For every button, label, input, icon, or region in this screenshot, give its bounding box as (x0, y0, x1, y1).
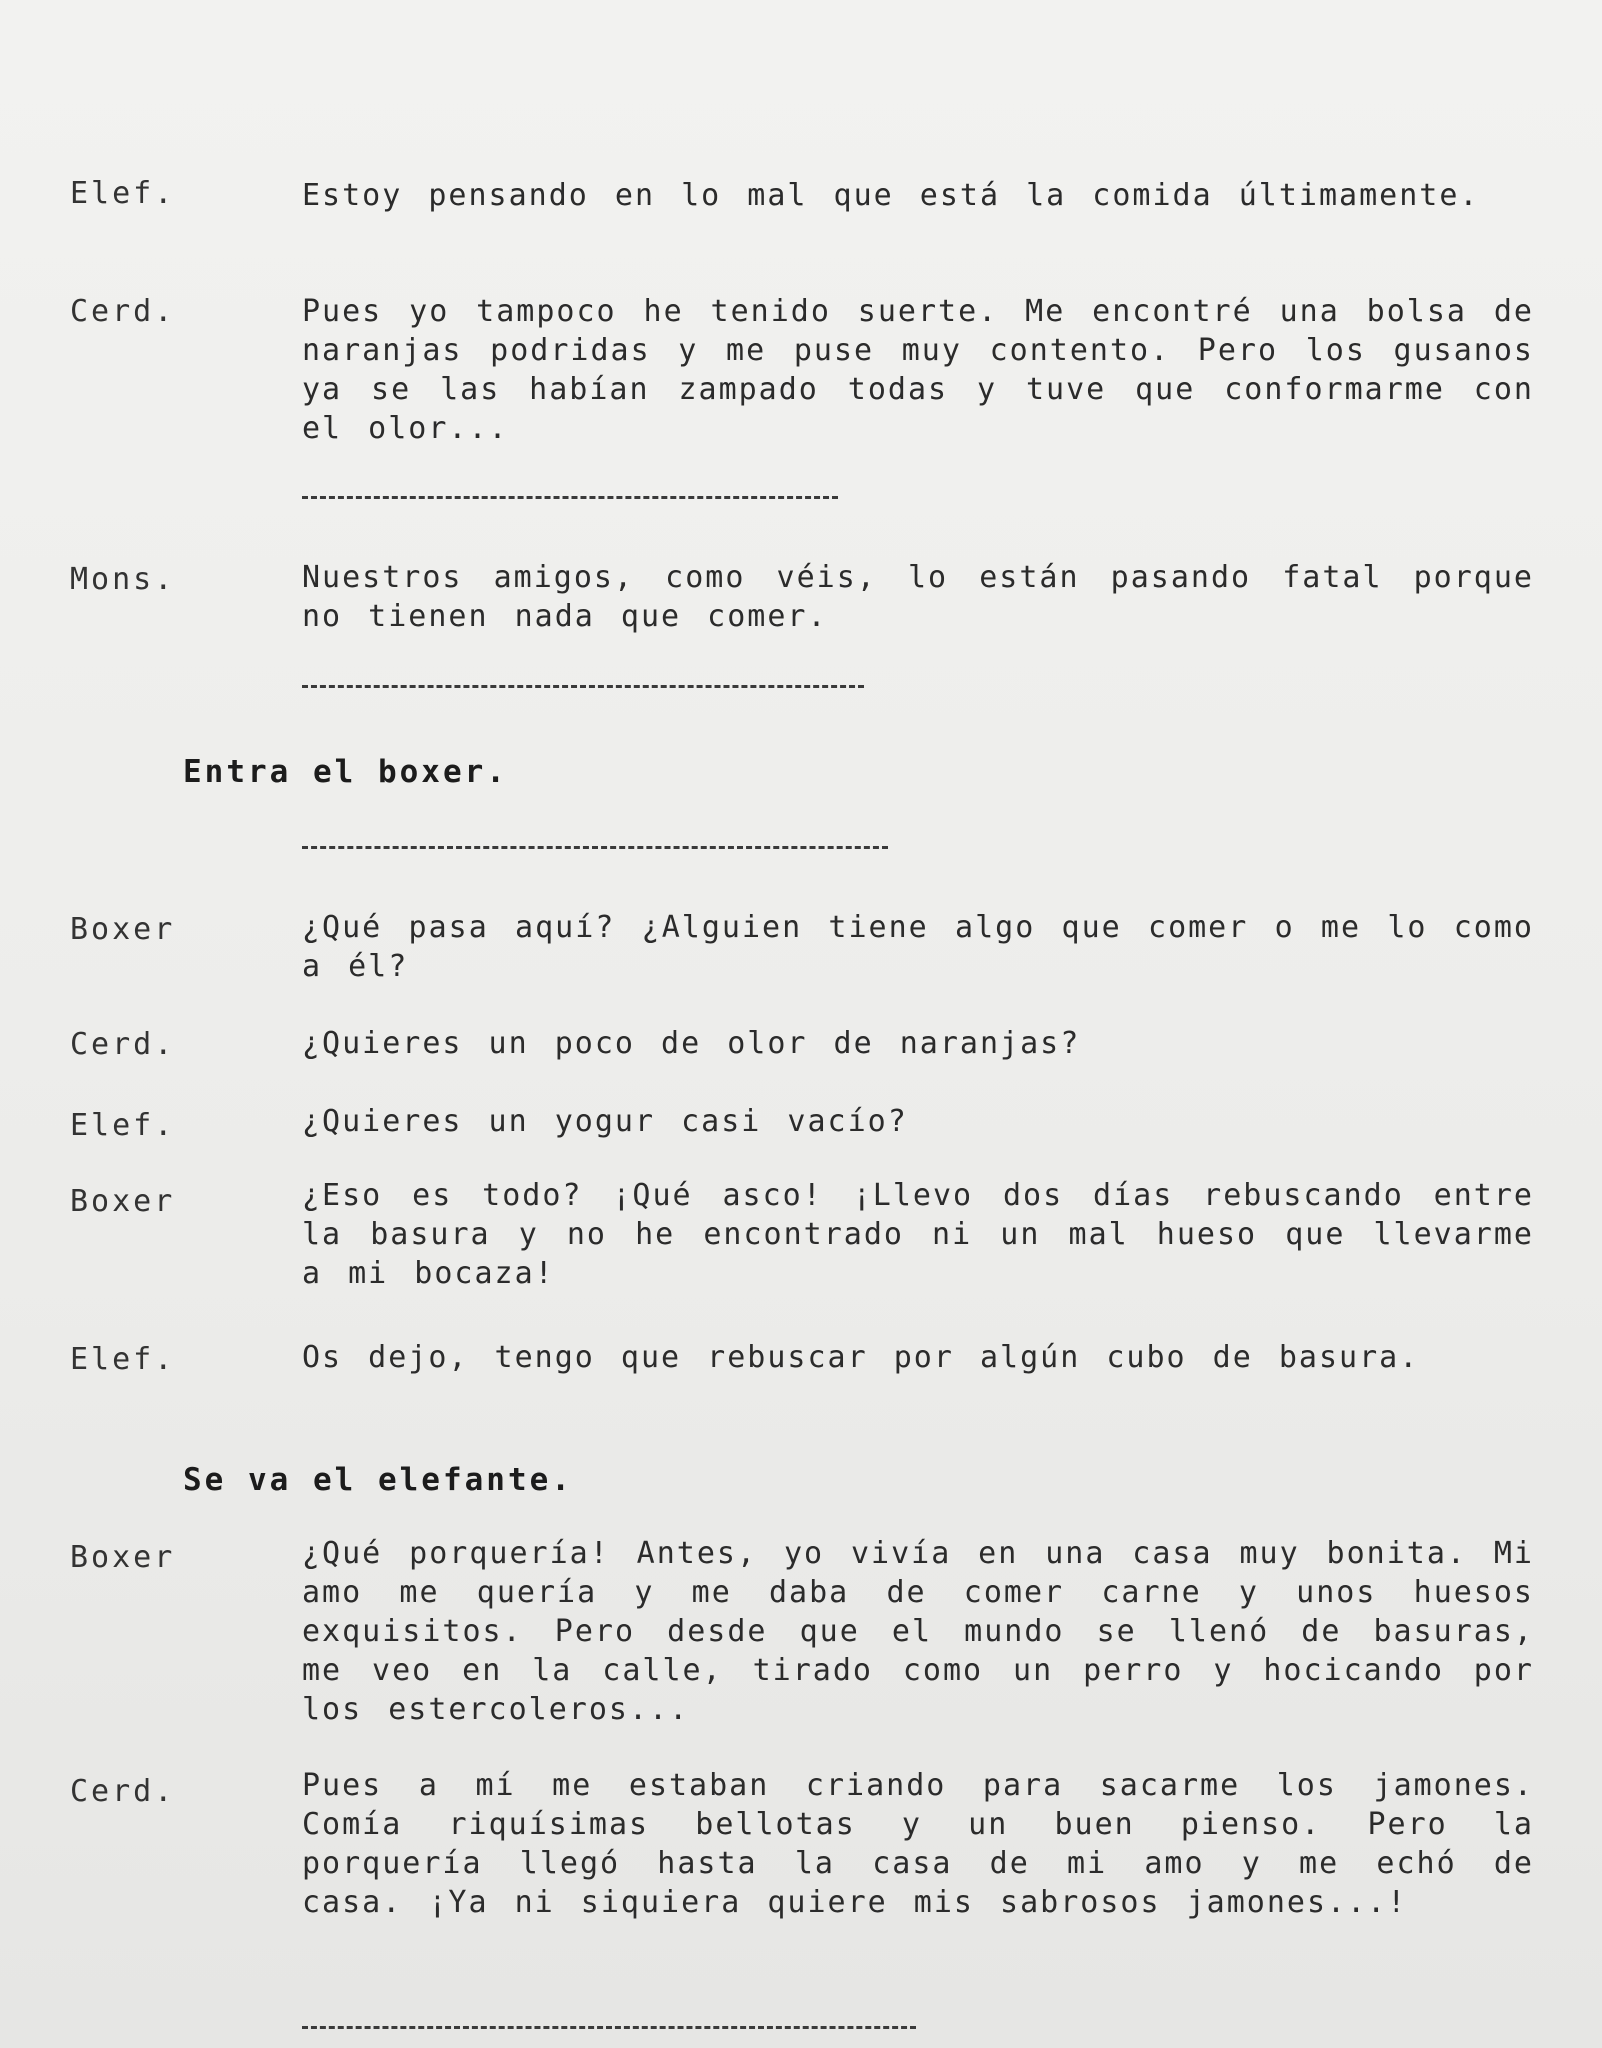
dialogue-text: Nuestros amigos, como véis, lo están pasando fatal porque no tienen nada que comer. (302, 560, 1534, 634)
dialogue-text: ¿Qué pasa aquí? ¿Alguien tiene algo que comer o me lo como a él? (302, 910, 1534, 984)
speaker-name: Cerd. (70, 294, 176, 329)
speaker-name: Elef. (70, 1108, 176, 1143)
dialogue-text: ¿Quieres un poco de olor de naranjas? (302, 1026, 1081, 1061)
separator-line (302, 846, 888, 849)
separator-line (302, 685, 864, 688)
speaker-name: Boxer (70, 1184, 176, 1219)
dialogue-text: ¿Qué porquería! Antes, yo vivía en una casa muy bonita. Mi amo me quería y me daba de comer carne y unos huesos exquisitos. Pero desde que el mundo se llenó de basuras, me veo en la calle, tirado como un perro y hocicando por los estercoleros... (302, 1536, 1534, 1727)
speaker-name: Elef. (70, 176, 176, 211)
speaker-name: Mons. (70, 562, 176, 597)
dialogue-text: ¿Eso es todo? ¡Qué asco! ¡Llevo dos días rebuscando entre la basura y no he encontrado ni un mal hueso que llevarme a mi bocaza! (302, 1178, 1534, 1291)
speaker-name: Cerd. (70, 1774, 176, 1809)
speaker-name: Elef. (70, 1342, 176, 1377)
separator-line (302, 496, 838, 499)
speaker-name: Boxer (70, 1540, 176, 1575)
stage-direction: Entra el boxer. (183, 754, 508, 790)
speaker-name: Boxer (70, 912, 176, 947)
dialogue-text: Estoy pensando en lo mal que está la comida últimamente. (302, 178, 1480, 213)
stage-direction: Se va el elefante. (183, 1462, 573, 1498)
dialogue-text: Pues yo tampoco he tenido suerte. Me encontré una bolsa de naranjas podridas y me puse muy contento. Pero los gusanos ya se las habían zampado todas y tuve que conformarme con el olor... (302, 294, 1534, 446)
dialogue-text: ¿Quieres un yogur casi vacío? (302, 1104, 908, 1139)
dialogue-text: Os dejo, tengo que rebuscar por algún cubo de basura. (302, 1340, 1420, 1375)
speaker-name: Cerd. (70, 1027, 176, 1062)
separator-line (302, 2026, 916, 2029)
dialogue-text: Pues a mí me estaban criando para sacarme los jamones. Comía riquísimas bellotas y un buen pienso. Pero la porquería llegó hasta la casa de mi amo y me echó de casa. ¡Ya ni siquiera quiere mis sabrosos jamones...! (302, 1768, 1534, 1920)
